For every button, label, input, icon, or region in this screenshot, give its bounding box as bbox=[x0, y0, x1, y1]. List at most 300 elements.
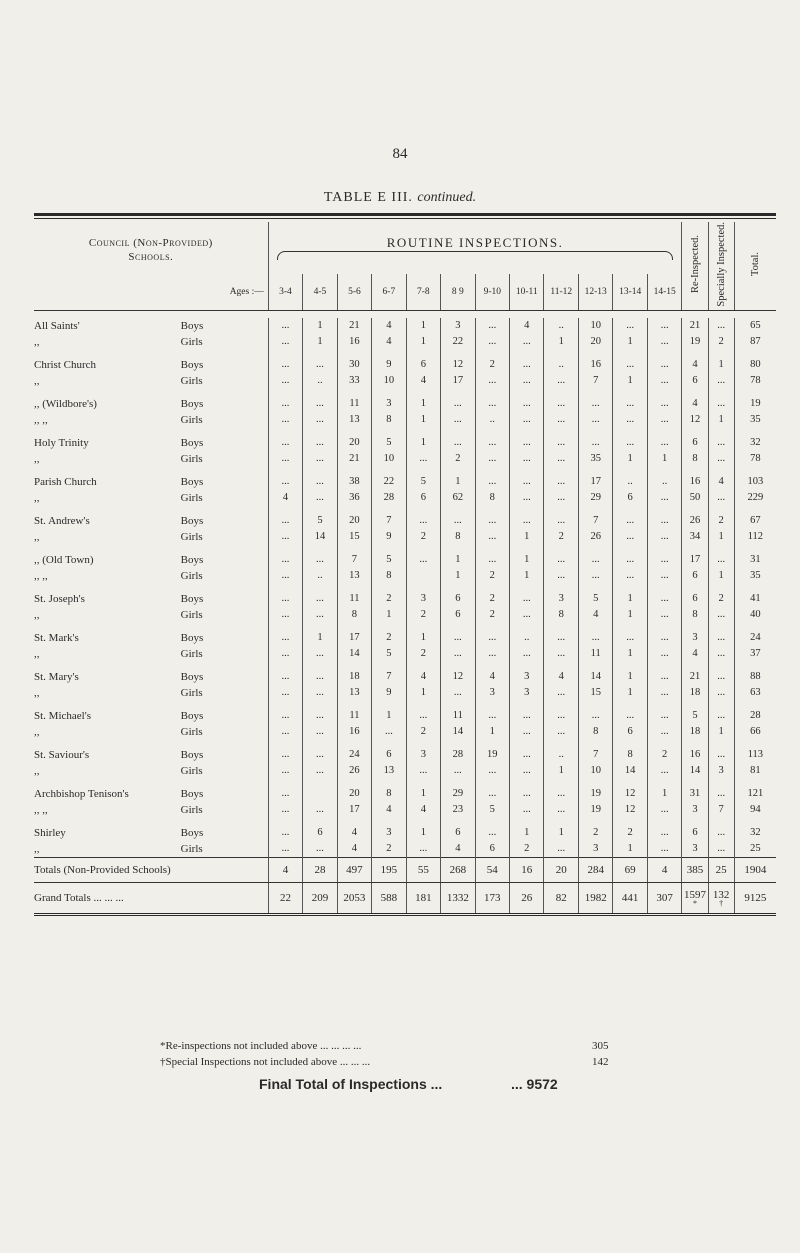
table-cell: 12 bbox=[682, 412, 708, 428]
table-cell: 4 bbox=[406, 802, 440, 818]
table-cell: 11 bbox=[337, 591, 371, 607]
table-cell: 3 bbox=[578, 841, 612, 858]
table-cell: ... bbox=[613, 357, 647, 373]
table-cell: ... bbox=[613, 708, 647, 724]
table-cell: 4 bbox=[268, 490, 302, 506]
table-cell: ... bbox=[303, 607, 337, 623]
table-cell: 4 bbox=[510, 318, 544, 334]
table-cell: 21 bbox=[337, 451, 371, 467]
table-cell: ... bbox=[510, 373, 544, 389]
school-name: ,, bbox=[34, 335, 40, 348]
table-cell: ... bbox=[544, 708, 578, 724]
grand-cell: 82 bbox=[544, 882, 578, 914]
table-cell: ... bbox=[510, 435, 544, 451]
table-cell: 4 bbox=[406, 373, 440, 389]
table-cell: 8 bbox=[682, 607, 708, 623]
table-cell: ... bbox=[510, 490, 544, 506]
table-cell: ... bbox=[544, 451, 578, 467]
table-cell: 229 bbox=[734, 490, 776, 506]
table-cell: ... bbox=[578, 630, 612, 646]
table-cell: 1 bbox=[303, 334, 337, 350]
inspections-table bbox=[34, 222, 776, 916]
table-cell: 9 bbox=[372, 529, 406, 545]
table-cell: 11 bbox=[441, 708, 475, 724]
table-cell: 6 bbox=[682, 568, 708, 584]
table-cell: 19 bbox=[682, 334, 708, 350]
table-cell: 14 bbox=[578, 669, 612, 685]
sex-label: Boys bbox=[180, 748, 204, 761]
table-cell: 29 bbox=[578, 490, 612, 506]
table-title-main: TABLE E III. bbox=[323, 190, 413, 205]
table-row bbox=[34, 513, 776, 529]
table-cell: ... bbox=[441, 646, 475, 662]
totals-cell: 4 bbox=[647, 857, 682, 882]
table-cell: 1 bbox=[613, 685, 647, 701]
table-cell: 1 bbox=[613, 334, 647, 350]
table-cell: 8 bbox=[682, 451, 708, 467]
table-cell: 21 bbox=[682, 669, 708, 685]
table-cell: ... bbox=[268, 685, 302, 701]
table-cell: 12 bbox=[441, 357, 475, 373]
table-cell: ... bbox=[578, 568, 612, 584]
table-cell: 1 bbox=[613, 373, 647, 389]
table-cell: ... bbox=[303, 763, 337, 779]
school-name: ,, (Old Town) bbox=[34, 553, 94, 566]
table-cell: 103 bbox=[734, 474, 776, 490]
table-cell: 41 bbox=[734, 591, 776, 607]
special-inspections-note-label: †Special Inspections not included above ... ... ... bbox=[160, 1056, 371, 1068]
table-cell: ... bbox=[475, 318, 509, 334]
table-cell: 1 bbox=[708, 412, 734, 428]
table-cell: ... bbox=[303, 474, 337, 490]
table-cell: 6 bbox=[613, 724, 647, 740]
table-cell: ... bbox=[647, 513, 682, 529]
table-cell: ... bbox=[613, 552, 647, 568]
sex-label: Boys bbox=[180, 631, 204, 644]
table-cell: 1 bbox=[406, 685, 440, 701]
table-cell: ... bbox=[647, 685, 682, 701]
table-cell: ... bbox=[268, 529, 302, 545]
school-name: ,, bbox=[34, 842, 40, 855]
table-cell: ... bbox=[647, 708, 682, 724]
table-cell: ... bbox=[268, 708, 302, 724]
table-cell: 8 bbox=[372, 568, 406, 584]
table-cell: 4 bbox=[682, 396, 708, 412]
sex-label: Girls bbox=[180, 530, 203, 543]
table-cell: 3 bbox=[406, 591, 440, 607]
table-cell: ... bbox=[475, 529, 509, 545]
table-row bbox=[34, 841, 776, 858]
table-cell: 6 bbox=[613, 490, 647, 506]
table-cell: 3 bbox=[682, 841, 708, 858]
table-cell: 7 bbox=[578, 747, 612, 763]
table-cell: ... bbox=[510, 802, 544, 818]
table-cell: 4 bbox=[708, 474, 734, 490]
table-row bbox=[34, 669, 776, 685]
table-cell: 3 bbox=[682, 630, 708, 646]
table-row bbox=[34, 825, 776, 841]
table-cell: 1 bbox=[613, 669, 647, 685]
table-cell: ... bbox=[510, 763, 544, 779]
table-cell: ... bbox=[708, 552, 734, 568]
table-cell: ... bbox=[613, 318, 647, 334]
totals-cell: 497 bbox=[337, 857, 371, 882]
table-cell: ... bbox=[647, 607, 682, 623]
table-cell: 1 bbox=[708, 724, 734, 740]
table-cell: ... bbox=[441, 412, 475, 428]
table-cell: 2 bbox=[510, 841, 544, 858]
school-name: St. Mark's bbox=[34, 631, 79, 644]
table-cell: ... bbox=[268, 724, 302, 740]
table-cell: ... bbox=[544, 786, 578, 802]
table-cell: 10 bbox=[578, 318, 612, 334]
sex-label: Boys bbox=[180, 475, 204, 488]
table-cell: 7 bbox=[337, 552, 371, 568]
table-row bbox=[34, 412, 776, 428]
totals-cell: 20 bbox=[544, 857, 578, 882]
table-cell: ... bbox=[268, 474, 302, 490]
grand-label: Grand Totals ... ... ... bbox=[34, 882, 268, 914]
reinspected-header: Re-Inspected. bbox=[682, 222, 708, 310]
table-cell: ... bbox=[544, 474, 578, 490]
grand-cell: 9125 bbox=[734, 882, 776, 914]
table-cell: 17 bbox=[337, 630, 371, 646]
table-cell: ... bbox=[303, 685, 337, 701]
table-cell: 2 bbox=[372, 841, 406, 858]
table-cell: 6 bbox=[441, 607, 475, 623]
table-cell: ... bbox=[578, 708, 612, 724]
school-name: ,, bbox=[34, 452, 40, 465]
table-cell: 3 bbox=[372, 825, 406, 841]
table-cell: ... bbox=[475, 373, 509, 389]
routine-brace bbox=[277, 251, 674, 260]
table-cell: 6 bbox=[682, 591, 708, 607]
table-cell: 16 bbox=[682, 474, 708, 490]
table-cell: 5 bbox=[372, 435, 406, 451]
sex-label: Boys bbox=[180, 826, 204, 839]
table-cell: 26 bbox=[337, 763, 371, 779]
final-total-label: Final Total of Inspections ... bbox=[259, 1076, 443, 1092]
table-cell: ... bbox=[268, 435, 302, 451]
table-cell: 1 bbox=[441, 474, 475, 490]
totals-cell: 69 bbox=[613, 857, 647, 882]
table-cell: ... bbox=[544, 841, 578, 858]
table-cell: 30 bbox=[337, 357, 371, 373]
grand-cell: 2053 bbox=[337, 882, 371, 914]
age-header-cell: 12-13 bbox=[578, 274, 612, 310]
grand-cell: 181 bbox=[406, 882, 440, 914]
table-cell: 11 bbox=[337, 708, 371, 724]
table-cell: 2 bbox=[372, 630, 406, 646]
table-cell: 66 bbox=[734, 724, 776, 740]
totals-cell: 54 bbox=[475, 857, 509, 882]
routine-header-label: ROUTINE INSPECTIONS. bbox=[386, 235, 564, 251]
table-cell: ... bbox=[303, 412, 337, 428]
table-cell: 12 bbox=[613, 786, 647, 802]
table-cell: ... bbox=[544, 630, 578, 646]
reinspections-note-value: 305 bbox=[592, 1040, 609, 1052]
table-cell: 1 bbox=[613, 646, 647, 662]
table-cell: ... bbox=[708, 630, 734, 646]
sex-label: Girls bbox=[180, 374, 203, 387]
table-cell: 2 bbox=[406, 646, 440, 662]
table-cell: 16 bbox=[337, 724, 371, 740]
sex-label: Boys bbox=[180, 709, 204, 722]
table-cell: ... bbox=[647, 630, 682, 646]
table-cell: 1 bbox=[441, 568, 475, 584]
table-cell: ... bbox=[268, 841, 302, 858]
table-cell: 94 bbox=[734, 802, 776, 818]
table-cell bbox=[406, 568, 440, 584]
table-row bbox=[34, 318, 776, 334]
table-cell: ... bbox=[510, 708, 544, 724]
table-cell: ... bbox=[647, 763, 682, 779]
grand-cell: 441 bbox=[613, 882, 647, 914]
table-cell: ... bbox=[708, 607, 734, 623]
totals-cell: 284 bbox=[578, 857, 612, 882]
school-name: ,, ,, bbox=[34, 803, 48, 816]
table-cell: 1 bbox=[510, 568, 544, 584]
sex-label: Girls bbox=[180, 764, 203, 777]
sex-label: Boys bbox=[180, 592, 204, 605]
table-cell: ... bbox=[303, 802, 337, 818]
table-cell: ... bbox=[268, 396, 302, 412]
table-cell: 28 bbox=[441, 747, 475, 763]
table-cell: 29 bbox=[441, 786, 475, 802]
table-cell: 67 bbox=[734, 513, 776, 529]
table-cell: 3 bbox=[708, 763, 734, 779]
table-cell: 5 bbox=[578, 591, 612, 607]
table-cell: 7 bbox=[372, 669, 406, 685]
table-cell: 24 bbox=[734, 630, 776, 646]
sex-label: Boys bbox=[180, 514, 204, 527]
table-row bbox=[34, 474, 776, 490]
table-cell: 17 bbox=[337, 802, 371, 818]
table-cell: 1 bbox=[613, 591, 647, 607]
table-cell: 4 bbox=[372, 802, 406, 818]
table-cell: 1 bbox=[510, 552, 544, 568]
table-cell: ... bbox=[647, 646, 682, 662]
table-cell: ... bbox=[647, 825, 682, 841]
school-name: ,, ,, bbox=[34, 569, 48, 582]
table-cell: 20 bbox=[578, 334, 612, 350]
table-cell: ... bbox=[268, 763, 302, 779]
totals-cell: 4 bbox=[268, 857, 302, 882]
table-cell: 31 bbox=[682, 786, 708, 802]
table-cell: 6 bbox=[682, 373, 708, 389]
table-cell: 32 bbox=[734, 435, 776, 451]
table-cell: ... bbox=[303, 708, 337, 724]
table-cell: .. bbox=[544, 318, 578, 334]
reinspections-note-label: *Re-inspections not included above ... ... ... ... bbox=[160, 1040, 362, 1052]
table-cell: ... bbox=[544, 490, 578, 506]
table-cell: 13 bbox=[337, 412, 371, 428]
table-cell: 16 bbox=[682, 747, 708, 763]
table-cell: 2 bbox=[578, 825, 612, 841]
table-cell: 2 bbox=[475, 357, 509, 373]
table-cell: ... bbox=[475, 646, 509, 662]
table-cell: ... bbox=[303, 552, 337, 568]
grand-cell: 1982 bbox=[578, 882, 612, 914]
grand-cell: 1332 bbox=[441, 882, 475, 914]
table-cell: ... bbox=[510, 334, 544, 350]
age-header-cell: 13-14 bbox=[613, 274, 647, 310]
table-cell: 4 bbox=[372, 318, 406, 334]
table-cell: .. bbox=[510, 630, 544, 646]
table-cell: ... bbox=[268, 646, 302, 662]
table-title bbox=[0, 190, 800, 206]
table-cell: ... bbox=[613, 630, 647, 646]
table-cell: 9 bbox=[372, 685, 406, 701]
table-cell: 38 bbox=[337, 474, 371, 490]
table-cell: ... bbox=[475, 786, 509, 802]
table-cell: ... bbox=[544, 552, 578, 568]
table-cell: ... bbox=[475, 630, 509, 646]
sex-label: Girls bbox=[180, 335, 203, 348]
sex-label: Boys bbox=[180, 397, 204, 410]
table-cell: 34 bbox=[682, 529, 708, 545]
school-name: All Saints' bbox=[34, 319, 80, 332]
table-row bbox=[34, 490, 776, 506]
table-cell: 2 bbox=[475, 568, 509, 584]
age-header-cell: 5-6 bbox=[337, 274, 371, 310]
sex-label: Girls bbox=[180, 686, 203, 699]
table-cell: 14 bbox=[337, 646, 371, 662]
table-cell: ... bbox=[268, 591, 302, 607]
table-cell: ... bbox=[510, 591, 544, 607]
special-inspections-note-value: 142 bbox=[592, 1056, 609, 1068]
table-cell: 18 bbox=[337, 669, 371, 685]
table-row bbox=[34, 646, 776, 662]
totals-cell: 1904 bbox=[734, 857, 776, 882]
table-cell: 4 bbox=[372, 334, 406, 350]
table-row bbox=[34, 786, 776, 802]
table-cell: ... bbox=[544, 646, 578, 662]
table-cell: 1 bbox=[708, 529, 734, 545]
table-cell: 2 bbox=[406, 529, 440, 545]
age-header-cell: 11-12 bbox=[544, 274, 578, 310]
table-cell: 8 bbox=[441, 529, 475, 545]
table-cell: 3 bbox=[406, 747, 440, 763]
table-cell: ... bbox=[613, 396, 647, 412]
table-cell: ... bbox=[708, 825, 734, 841]
table-cell: ... bbox=[510, 724, 544, 740]
school-name: St. Mary's bbox=[34, 670, 79, 683]
grand-cell: 173 bbox=[475, 882, 509, 914]
grand-cell: 22 bbox=[268, 882, 302, 914]
table-cell: 6 bbox=[441, 825, 475, 841]
table-cell: 2 bbox=[647, 747, 682, 763]
table-cell: 80 bbox=[734, 357, 776, 373]
table-cell bbox=[303, 786, 337, 802]
table-cell: ... bbox=[268, 786, 302, 802]
table-cell: 28 bbox=[734, 708, 776, 724]
table-cell: ... bbox=[268, 513, 302, 529]
table-cell: ... bbox=[613, 412, 647, 428]
table-cell: ... bbox=[406, 708, 440, 724]
table-cell: 1 bbox=[303, 630, 337, 646]
table-cell: ... bbox=[406, 763, 440, 779]
table-cell: ... bbox=[475, 396, 509, 412]
grand-cell: 26 bbox=[510, 882, 544, 914]
table-cell: 37 bbox=[734, 646, 776, 662]
table-cell: 1 bbox=[303, 318, 337, 334]
table-cell: 6 bbox=[441, 591, 475, 607]
table-cell: ... bbox=[647, 568, 682, 584]
table-row bbox=[34, 591, 776, 607]
table-cell: 4 bbox=[475, 669, 509, 685]
table-cell: ... bbox=[708, 318, 734, 334]
grand-cell: 132 † bbox=[708, 882, 734, 914]
table-cell: 65 bbox=[734, 318, 776, 334]
table-cell: 10 bbox=[578, 763, 612, 779]
table-cell: 2 bbox=[708, 591, 734, 607]
table-cell: ... bbox=[510, 474, 544, 490]
table-cell: 13 bbox=[337, 685, 371, 701]
table-cell: ... bbox=[647, 373, 682, 389]
sex-label: Girls bbox=[180, 725, 203, 738]
age-header-cell: 6-7 bbox=[372, 274, 406, 310]
table-cell: ... bbox=[406, 552, 440, 568]
table-cell: 25 bbox=[734, 841, 776, 858]
table-cell: 6 bbox=[372, 747, 406, 763]
table-cell: ... bbox=[544, 513, 578, 529]
table-cell: 8 bbox=[372, 412, 406, 428]
table-cell: ... bbox=[708, 490, 734, 506]
specially-inspected-header: Specially Inspected. bbox=[708, 222, 734, 310]
table-cell: ... bbox=[613, 568, 647, 584]
table-cell: ... bbox=[708, 708, 734, 724]
reinspected-footnote-mark: * bbox=[693, 898, 698, 908]
table-title-continued: continued. bbox=[417, 190, 477, 205]
table-cell: ... bbox=[647, 669, 682, 685]
table-cell: ... bbox=[708, 786, 734, 802]
school-name: ,, ,, bbox=[34, 413, 48, 426]
totals-cell: 268 bbox=[441, 857, 475, 882]
table-cell: .. bbox=[303, 373, 337, 389]
school-name: St. Michael's bbox=[34, 709, 91, 722]
table-cell: ... bbox=[268, 334, 302, 350]
table-cell: ... bbox=[544, 685, 578, 701]
table-cell: ... bbox=[475, 552, 509, 568]
table-cell: 1 bbox=[647, 451, 682, 467]
table-cell: ... bbox=[475, 825, 509, 841]
table-cell: 1 bbox=[406, 786, 440, 802]
table-cell: ... bbox=[647, 357, 682, 373]
table-cell: 19 bbox=[578, 802, 612, 818]
school-name: Christ Church bbox=[34, 358, 97, 371]
table-cell: ... bbox=[647, 529, 682, 545]
table-cell: 17 bbox=[578, 474, 612, 490]
table-cell: ... bbox=[441, 685, 475, 701]
table-cell: 4 bbox=[441, 841, 475, 858]
table-cell: ... bbox=[708, 646, 734, 662]
table-cell: 7 bbox=[372, 513, 406, 529]
table-cell: 3 bbox=[682, 802, 708, 818]
school-name: ,, bbox=[34, 725, 40, 738]
special-footnote-mark: † bbox=[719, 898, 724, 908]
sex-label: Boys bbox=[180, 787, 204, 800]
table-cell: 8 bbox=[337, 607, 371, 623]
sex-label: Girls bbox=[180, 647, 203, 660]
table-cell: ... bbox=[510, 396, 544, 412]
grand-cell: 588 bbox=[372, 882, 406, 914]
table-cell: 5 bbox=[372, 646, 406, 662]
table-cell: 31 bbox=[734, 552, 776, 568]
table-cell: 8 bbox=[544, 607, 578, 623]
totals-cell: 55 bbox=[406, 857, 440, 882]
table-cell: ... bbox=[647, 802, 682, 818]
